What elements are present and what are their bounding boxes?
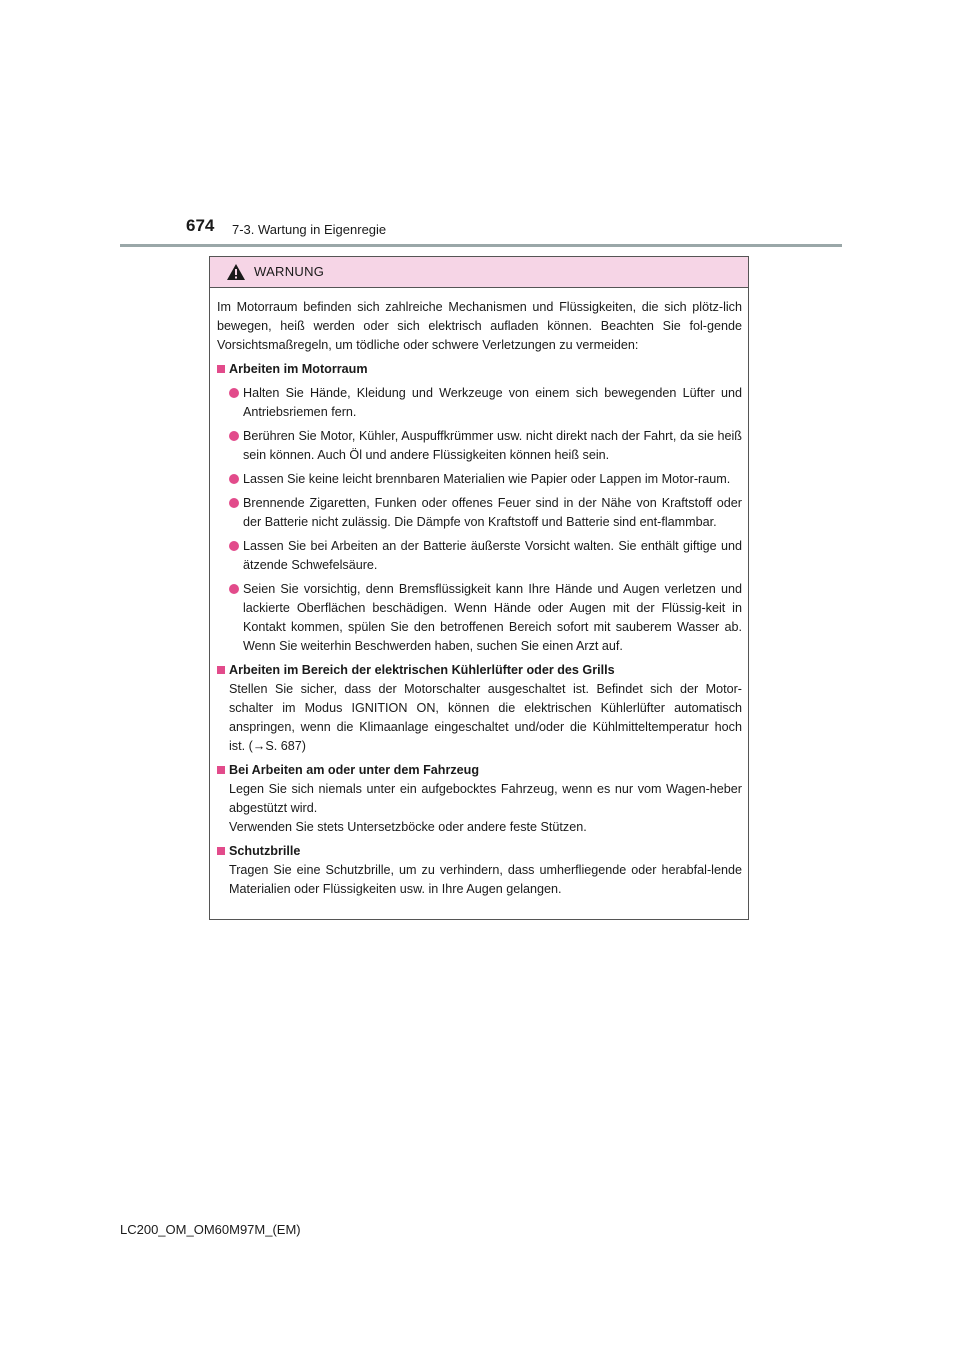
round-bullet-icon <box>229 388 239 398</box>
section-text: Tragen Sie eine Schutzbrille, um zu verhindern, dass umherfliegende oder herabfal-lende Materialien oder Flüssigkeiten usw. in Ihre Augen gelangen. <box>229 863 742 896</box>
list-item-text: Lassen Sie keine leicht brennbaren Materialien wie Papier oder Lappen im Motor-raum. <box>243 472 731 486</box>
section-text: Verwenden Sie stets Untersetzböcke oder andere feste Stützen. <box>229 820 587 834</box>
square-bullet-icon <box>217 666 225 674</box>
square-bullet-icon <box>217 766 225 774</box>
round-bullet-icon <box>229 431 239 441</box>
warning-header <box>210 257 748 288</box>
warning-triangle-icon <box>226 263 246 281</box>
section-heading-safety-glasses <box>217 842 742 861</box>
round-bullet-icon <box>229 474 239 484</box>
section-heading-cooling-fan <box>217 661 742 680</box>
header-rule <box>120 244 842 247</box>
warning-body <box>210 288 748 899</box>
list-item <box>217 384 742 422</box>
square-bullet-icon <box>217 365 225 373</box>
section-heading-engine-room <box>217 360 742 379</box>
warning-intro: Im Motorraum befinden sich zahlreiche Mechanismen und Flüssigkeiten, die sich plötz-lich bewegen, heiß werden oder sich elektrisch aufladen können. Beachten Sie fol-gende Vorsichtsmaßregeln, um tödliche oder schwere Verletzungen zu vermeiden: <box>217 300 742 352</box>
section-text: Stellen Sie sicher, dass der Motorschalter ausgeschaltet ist. Befindet sich der Motor-schalter im Modus IGNITION ON, können die elektrischen Kühlerlüfter automatisch anspringen, wenn die Klimaanlage eingeschaltet und/oder die Kühlmitteltemperatur hoch ist. (→S. 687) <box>229 682 742 753</box>
heading-text: Schutzbrille <box>229 844 301 858</box>
heading-text: Bei Arbeiten am oder unter dem Fahrzeug <box>229 763 480 777</box>
list-item <box>217 427 742 465</box>
heading-text: Arbeiten im Motorraum <box>229 362 368 376</box>
list-item-text: Berühren Sie Motor, Kühler, Auspuffkrümmer usw. nicht direkt nach der Fahrt, da sie heiß sein können. Auch Öl und andere Flüssigkeiten können heiß sein. <box>243 429 742 462</box>
warning-title: WARNUNG <box>254 264 325 279</box>
list-item-text: Brennende Zigaretten, Funken oder offenes Feuer sind in der Nähe von Kraftstoff oder der Batterie nicht zulässig. Die Dämpfe von Kraftstoff und Batterie sind ent-flammbar. <box>243 496 742 529</box>
section-heading-under-vehicle <box>217 761 742 780</box>
section-title: 7-3. Wartung in Eigenregie <box>232 222 387 237</box>
round-bullet-icon <box>229 584 239 594</box>
list-item-text: Halten Sie Hände, Kleidung und Werkzeuge von einem sich bewegenden Lüfter und Antriebsriemen fern. <box>243 386 742 419</box>
list-item <box>217 580 742 656</box>
list-item <box>217 537 742 575</box>
round-bullet-icon <box>229 498 239 508</box>
round-bullet-icon <box>229 541 239 551</box>
list-item-text: Lassen Sie bei Arbeiten an der Batterie äußerste Vorsicht walten. Sie enthält giftige und ätzende Schwefelsäure. <box>243 539 742 572</box>
list-item <box>217 470 742 489</box>
list-item <box>217 494 742 532</box>
document-code: LC200_OM_OM60M97M_(EM) <box>120 1222 301 1237</box>
section-text: Legen Sie sich niemals unter ein aufgebocktes Fahrzeug, wenn es nur vom Wagen-heber abgestützt wird. <box>229 782 742 815</box>
warning-box <box>209 256 749 920</box>
page-number: 674 <box>186 216 215 235</box>
square-bullet-icon <box>217 847 225 855</box>
list-item-text: Seien Sie vorsichtig, denn Bremsflüssigkeit kann Ihre Hände und Augen verletzen und lackierte Oberflächen beschädigen. Wenn Hände oder Augen mit der Flüssig-keit in Kontakt kommen, spülen Sie den betroffenen Bereich sofort mit sauberem Wasser ab. Wenn Sie weiterhin Beschwerden haben, suchen Sie einen Arzt auf. <box>243 582 742 653</box>
heading-text: Arbeiten im Bereich der elektrischen Kühlerlüfter oder des Grills <box>229 663 615 677</box>
